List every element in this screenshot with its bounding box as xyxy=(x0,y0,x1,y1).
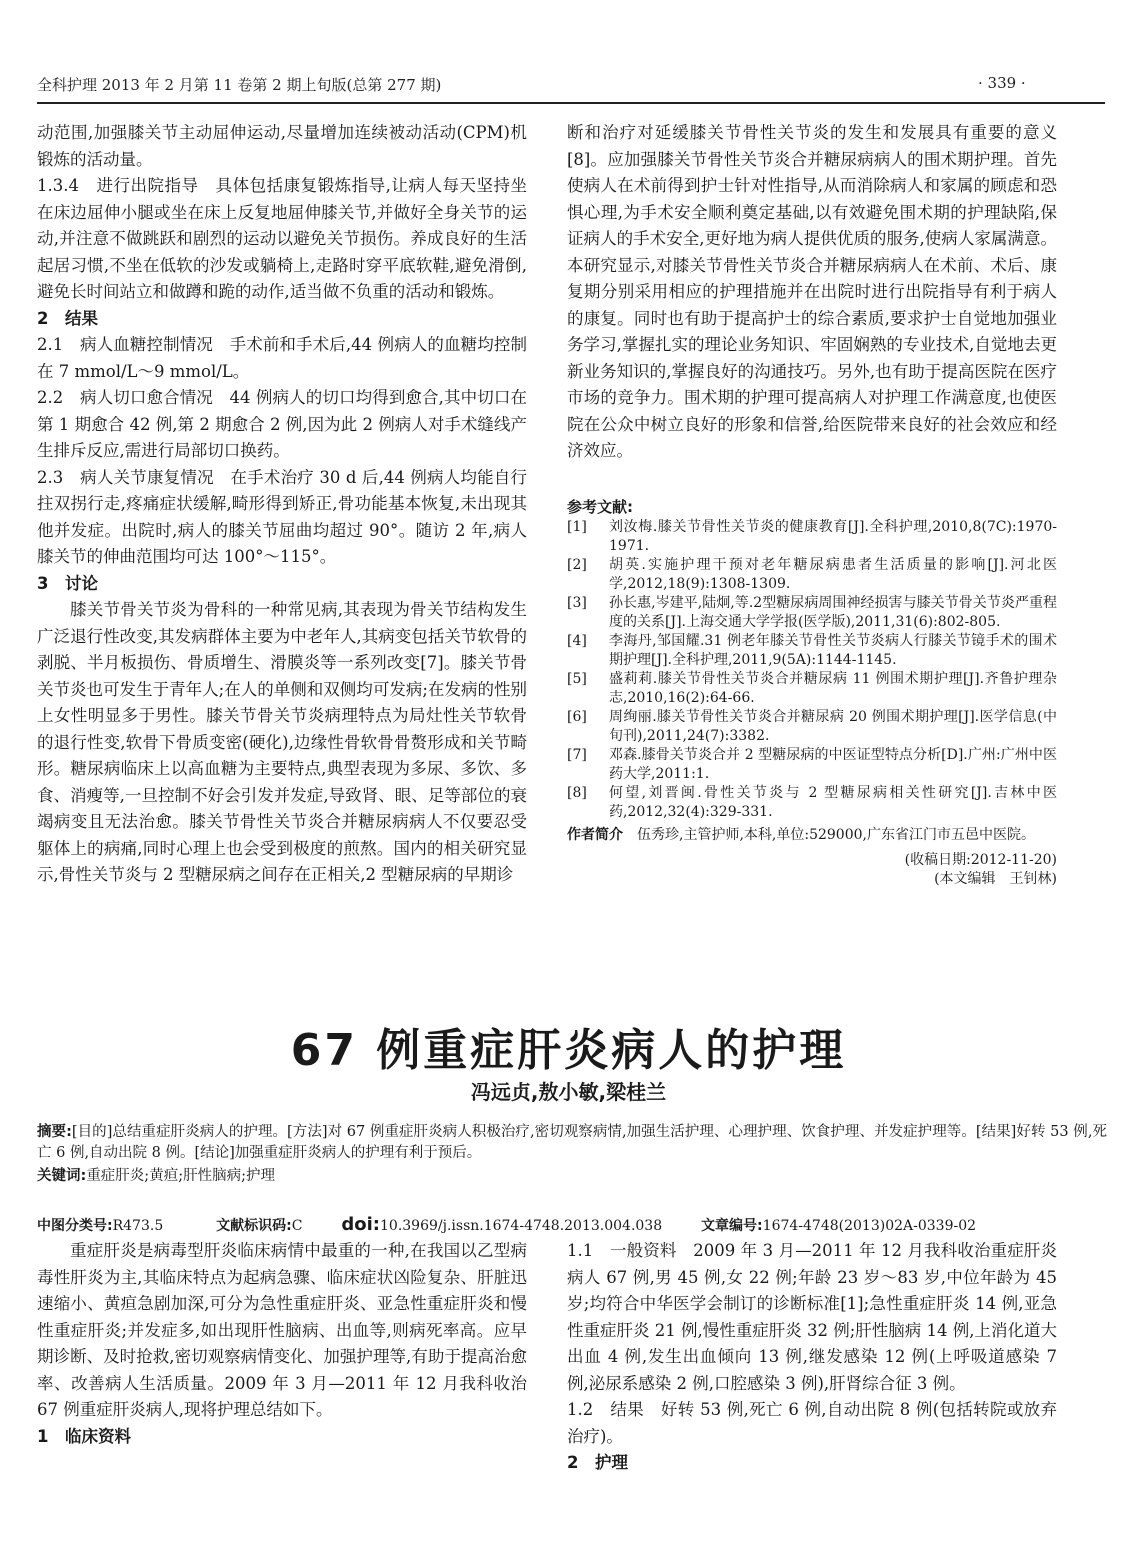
article-title: 67 例重症肝炎病人的护理 xyxy=(290,1025,847,1076)
paragraph: 2.1 病人血糖控制情况 手术前和手术后,44 例病人的血糖均控制在 7 mmol/L～9 mmol/L。 xyxy=(37,335,527,381)
reference-item xyxy=(567,594,1057,632)
section-heading: 2 结果 xyxy=(37,308,98,328)
paragraph: 重症肝炎是病毒型肝炎临床病情中最重的一种,在我国以乙型病毒性肝炎为主,其临床特点为起病急骤、临床症状凶险复杂、肝脏迅速缩小、黄疸急剧加深,可分为急性重症肝炎、亚急性重症肝炎和慢性重症肝炎;并发症多,如出现肝性脑病、出血等,则病死率高。应早期诊断、及时抢救,密切观察病情变化、加强护理等,有助于提高治愈率、改善病人生活质量。2009 年 3 月—2011 年 12 月我科收治 67 例重症肝炎病人,现将护理总结如下。 xyxy=(37,1241,527,1419)
reference-number: [8] xyxy=(567,785,587,801)
author-bio-text: 伍秀珍,主管护师,本科,单位:529000,广东省江门市五邑中医院。 xyxy=(623,827,1035,843)
article-meta xyxy=(37,1214,1107,1235)
reference-item xyxy=(567,708,1057,746)
reference-item xyxy=(567,670,1057,708)
editor-note: (本文编辑 王钊林) xyxy=(934,871,1057,887)
right-column-bottom xyxy=(567,1238,1057,1477)
reference-item xyxy=(567,632,1057,670)
paragraph: 断和治疗对延缓膝关节骨性关节炎的发生和发展具有重要的意义[8]。应加强膝关节骨性关节炎合并糖尿病病人的围术期护理。首先使病人在术前得到护士针对性指导,从而消除病人和家属的顾虑和恐惧心理,为手术安全顺利奠定基础,以有效避免围术期的护理缺陷,保证病人的手术安全,更好地为病人提供优质的服务,使病人家属满意。本研究显示,对膝关节骨性关节炎合并糖尿病病人在术前、术后、康复期分别采用相应的护理措施并在出院时进行出院指导有利于病人的康复。同时也有助于提高护士的综合素质,要求护士自觉地加强业务学习,掌握扎实的理论业务知识、牢固娴熟的专业技术,自觉地去更新业务知识的,掌握良好的沟通技巧。另外,也有助于提高医院在医疗市场的竞争力。围术期的护理可提高病人对护理工作满意度,也使医院在公众中树立良好的形象和信誉,给医院带来良好的社会效应和经济效应。 xyxy=(567,123,1057,460)
abstract xyxy=(37,1122,1107,1164)
paragraph: 2.3 病人关节康复情况 在手术治疗 30 d 后,44 例病人均能自行拄双拐行走,疼痛症状缓解,畸形得到矫正,骨功能基本恢复,未出现其他并发症。出院时,病人的膝关节屈曲均超过 90°。随访 2 年,病人膝关节的伸曲范围均可达 100°～115°。 xyxy=(37,467,527,566)
reference-text: 李海丹,邹国耀.31 例老年膝关节骨性关节炎病人行膝关节镜手术的围术期护理[J].全科护理,2011,9(5A):1144-1145. xyxy=(609,633,1057,668)
received-date: (收稿日期:2012-11-20) xyxy=(904,852,1057,868)
reference-number: [4] xyxy=(567,633,587,649)
reference-text: 胡英.实施护理干预对老年糖尿病患者生活质量的影响[J].河北医学,2012,18(9):1308-1309. xyxy=(609,557,1057,592)
doi-value: 10.3969/j.issn.1674-4748.2013.004.038 xyxy=(380,1218,663,1234)
left-column-top xyxy=(37,120,527,889)
reference-text: 邓森.膝骨关节炎合并 2 型糖尿病的中医证型特点分析[D].广州:广州中医药大学,2011:1. xyxy=(609,747,1057,782)
section-heading: 3 讨论 xyxy=(37,573,98,593)
reference-number: [1] xyxy=(567,519,587,535)
reference-text: 盛莉莉.膝关节骨性关节炎合并糖尿病 11 例围术期护理[J].齐鲁护理杂志,2010,16(2):64-66. xyxy=(609,671,1057,706)
paragraph: 膝关节骨关节炎为骨科的一种常见病,其表现为骨关节结构发生广泛退行性改变,其发病群体主要为中老年人,其病变包括关节软骨的剥脱、半月板损伤、骨质增生、滑膜炎等一系列改变[7]。膝关节骨关节炎也可发生于青年人;在人的单侧和双侧均可发病;在发病的性别上女性明显多于男性。膝关节骨关节炎病理特点为局灶性关节软骨的退行性变,软骨下骨质变密(硬化),边缘性骨软骨骨赘形成和关节畸形。糖尿病临床上以高血糖为主要特点,典型表现为多尿、多饮、多食、消瘦等,一旦控制不好会引发并发症,导致肾、眼、足等部位的衰竭病变且无法治愈。膝关节骨性关节炎合并糖尿病病人不仅要忍受躯体上的病痛,同时心理上也会受到极度的煎熬。国内的相关研究显示,骨性关节炎与 2 型糖尿病之间存在正相关,2 型糖尿病的早期诊 xyxy=(37,600,527,884)
section-heading: 2 护理 xyxy=(567,1453,628,1472)
reference-text: 周绚丽.膝关节骨性关节炎合并糖尿病 20 例围术期护理[J].医学信息(中旬刊),2011,24(7):3382. xyxy=(609,709,1057,744)
references-heading: 参考文献: xyxy=(567,498,633,516)
section-heading: 1 临床资料 xyxy=(37,1426,131,1446)
header-rule xyxy=(37,102,1105,104)
reference-text: 何望,刘晋闽.骨性关节炎与 2 型糖尿病相关性研究[J].吉林中医药,2012,32(4):329-331. xyxy=(609,785,1057,820)
right-column-top xyxy=(567,120,1057,465)
reference-number: [3] xyxy=(567,595,587,611)
author-bio-label: 作者简介 xyxy=(567,827,623,843)
left-column-bottom xyxy=(37,1238,527,1450)
page-number: · 339 · xyxy=(978,74,1026,92)
reference-item xyxy=(567,784,1057,822)
paragraph: 2.2 病人切口愈合情况 44 例病人的切口均得到愈合,其中切口在第 1 期愈合 42 例,第 2 期愈合 2 例,因为此 2 例病人对手术缝线产生排斥反应,需进行局部切口换药。 xyxy=(37,388,527,460)
keywords xyxy=(37,1166,1107,1187)
reference-list xyxy=(567,518,1057,822)
reference-number: [5] xyxy=(567,671,587,687)
clc-value: R473.5 xyxy=(112,1218,164,1234)
journal-header: 全科护理 2013 年 2 月第 11 卷第 2 期上旬版(总第 277 期) xyxy=(37,76,442,94)
reference-text: 刘汝梅.膝关节骨性关节炎的健康教育[J].全科护理,2010,8(7C):1970-1971. xyxy=(609,519,1057,554)
paragraph: 1.3.4 进行出院指导 具体包括康复锻炼指导,让病人每天坚持坐在床边屈伸小腿或坐在床上反复地屈伸膝关节,并做好全身关节的运动,并注意不做跳跃和剧烈的运动以避免关节损伤。养成良好的生活起居习惯,不坐在低软的沙发或躺椅上,走路时穿平底软鞋,避免滑倒,避免长时间站立和做蹲和跪的动作,适当做不负重的活动和锻炼。 xyxy=(37,176,527,301)
reference-item xyxy=(567,518,1057,556)
reference-item xyxy=(567,556,1057,594)
reference-text: 孙长惠,岑建平,陆炯,等.2型糖尿病周围神经损害与膝关节骨关节炎严重程度的关系[J].上海交通大学学报(医学版),2011,31(6):802-805. xyxy=(609,595,1057,630)
keywords-label: 关键词: xyxy=(37,1168,87,1184)
doi-label: doi: xyxy=(341,1214,380,1235)
clc-label: 中图分类号: xyxy=(37,1218,113,1234)
article-number-value: 1674-4748(2013)02A-0339-02 xyxy=(762,1218,977,1234)
abstract-label: 摘要: xyxy=(37,1124,72,1140)
reference-number: [7] xyxy=(567,747,587,763)
reference-item xyxy=(567,746,1057,784)
paragraph: 1.1 一般资料 2009 年 3 月—2011 年 12 月我科收治重症肝炎病人 67 例,男 45 例,女 22 例;年龄 23 岁～83 岁,中位年龄为 45 岁;均符合中华医学会制订的诊断标准[1];急性重症肝炎 14 例,亚急性重症肝炎 21 例,慢性重症肝炎 32 例;肝性脑病 14 例,上消化道大出血 4 例,发生出血倾向 13 例,继发感染 12 例(上呼吸道感染 7 例,泌尿系感染 2 例,口腔感染 3 例),肝肾综合征 3 例。 xyxy=(567,1241,1058,1393)
references xyxy=(567,496,1057,889)
reference-number: [6] xyxy=(567,709,587,725)
doc-code-value: C xyxy=(291,1218,303,1234)
article-authors: 冯远贞,敖小敏,梁桂兰 xyxy=(470,1080,667,1104)
doc-code-label: 文献标识码: xyxy=(216,1218,292,1234)
paragraph: 动范围,加强膝关节主动屈伸运动,尽量增加连续被动活动(CPM)机锻炼的活动量。 xyxy=(37,123,527,169)
reference-number: [2] xyxy=(567,557,587,573)
abstract-text: [目的]总结重症肝炎病人的护理。[方法]对 67 例重症肝炎病人积极治疗,密切观察病情,加强生活护理、心理护理、饮食护理、并发症护理等。[结果]好转 53 例,死亡 6 例,自动出院 8 例。[结论]加强重症肝炎病人的护理有利于预后。 xyxy=(37,1124,1107,1161)
keywords-text: 重症肝炎;黄疸;肝性脑病;护理 xyxy=(86,1168,275,1184)
author-bio xyxy=(567,826,1057,845)
article-number-label: 文章编号: xyxy=(701,1218,763,1234)
paragraph: 1.2 结果 好转 53 例,死亡 6 例,自动出院 8 例(包括转院或放弃治疗)。 xyxy=(567,1400,1057,1446)
